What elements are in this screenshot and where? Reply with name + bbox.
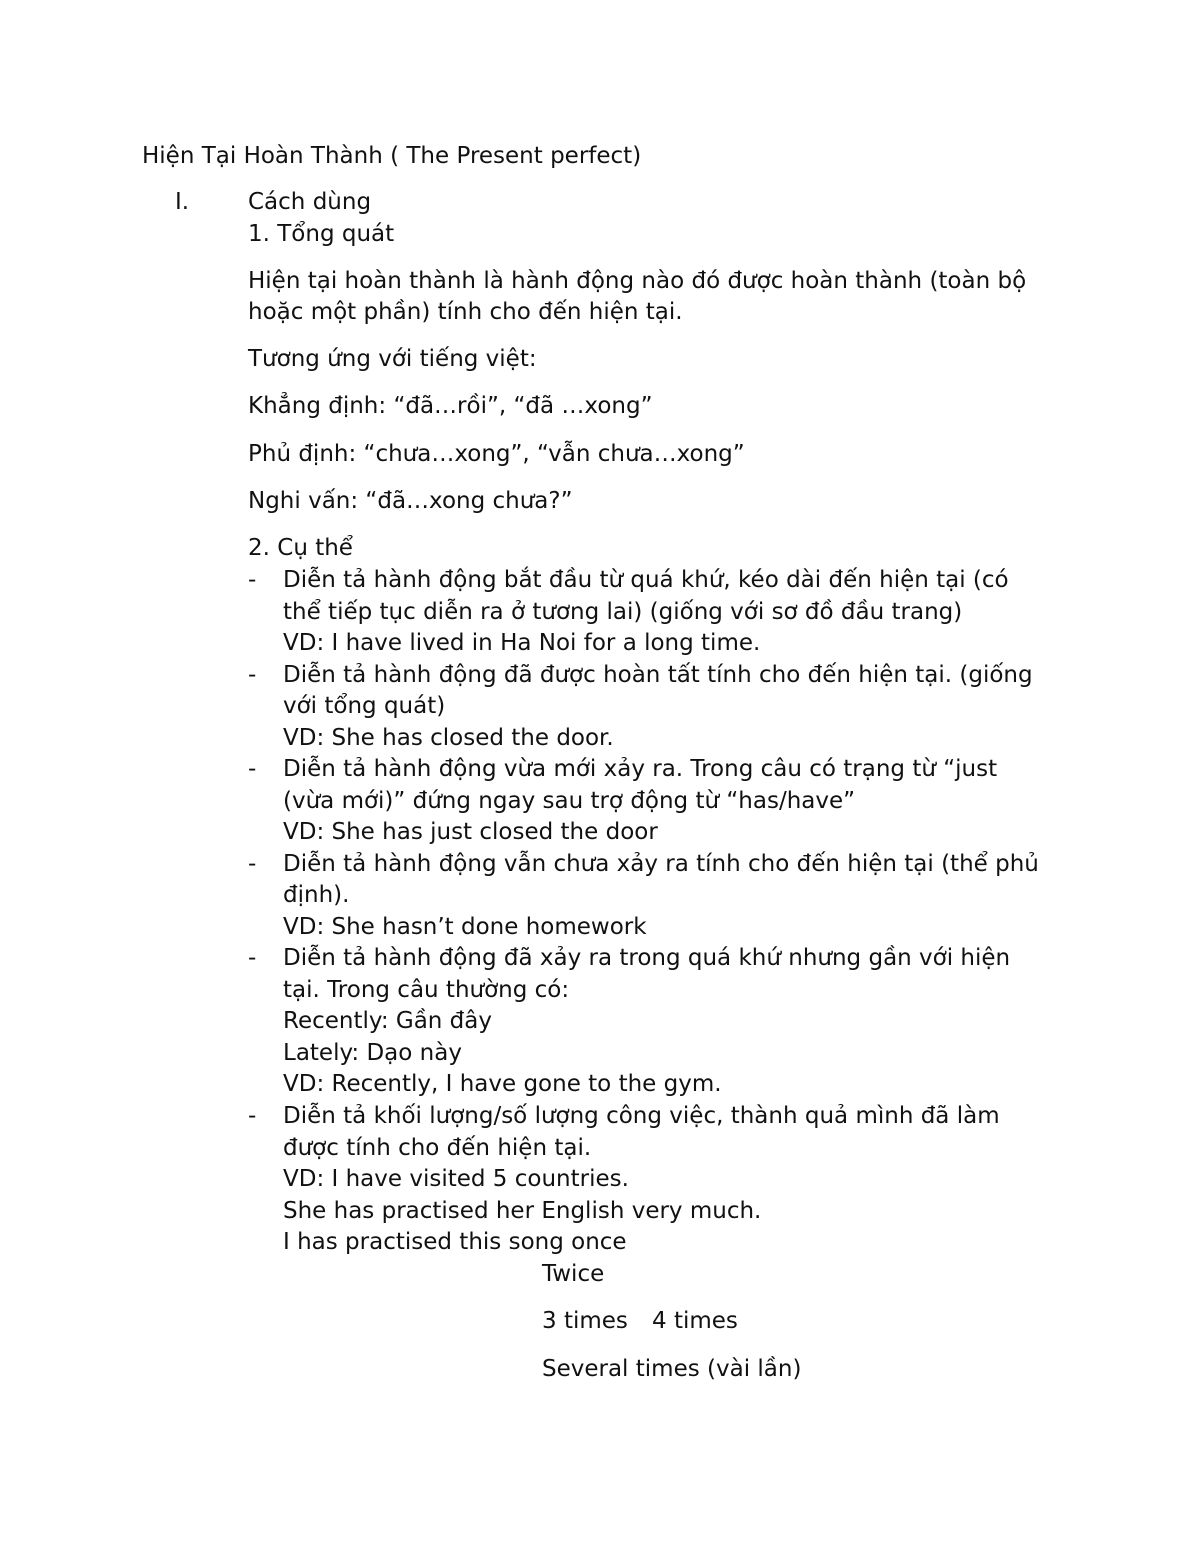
bullet-5-lately: Lately: Dạo này bbox=[283, 1040, 462, 1066]
bullet-6-example-3: I has practised this song once bbox=[283, 1229, 627, 1255]
bullet-1-line-2: thể tiếp tục diễn ra ở tương lai) (giống với sơ đồ đầu trang) bbox=[283, 599, 963, 625]
section-numeral: I. bbox=[175, 189, 190, 215]
frequency-3-times: 3 times bbox=[542, 1308, 628, 1334]
bullet-3-example: VD: She has just closed the door bbox=[283, 819, 658, 845]
bullet-marker: - bbox=[248, 1103, 257, 1129]
bullet-5-example: VD: Recently, I have gone to the gym. bbox=[283, 1071, 722, 1097]
bullet-5-line-2: tại. Trong câu thường có: bbox=[283, 977, 570, 1003]
bullet-6-line-2: được tính cho đến hiện tại. bbox=[283, 1135, 592, 1161]
bullet-2-line-1: Diễn tả hành động đã được hoàn tất tính cho đến hiện tại. (giống bbox=[283, 662, 1033, 688]
bullet-marker: - bbox=[248, 851, 257, 877]
subsection-1-label: 1. Tổng quát bbox=[248, 221, 395, 247]
vietnamese-correspondence: Tương ứng với tiếng việt: bbox=[248, 346, 537, 372]
bullet-4-line-1: Diễn tả hành động vẫn chưa xảy ra tính cho đến hiện tại (thể phủ bbox=[283, 851, 1039, 877]
bullet-4-line-2: định). bbox=[283, 882, 350, 908]
bullet-1-line-1: Diễn tả hành động bắt đầu từ quá khứ, kéo dài đến hiện tại (có bbox=[283, 567, 1009, 593]
affirmative-form: Khẳng định: “đã…rồi”, “đã …xong” bbox=[248, 393, 653, 419]
bullet-3-line-2: (vừa mới)” đứng ngay sau trợ động từ “has/have” bbox=[283, 788, 856, 814]
bullet-6-example-1: VD: I have visited 5 countries. bbox=[283, 1166, 629, 1192]
frequency-4-times: 4 times bbox=[652, 1308, 738, 1334]
bullet-5-recently: Recently: Gần đây bbox=[283, 1008, 492, 1034]
bullet-4-example: VD: She hasn’t done homework bbox=[283, 914, 647, 940]
definition-line-1: Hiện tại hoàn thành là hành động nào đó được hoàn thành (toàn bộ bbox=[248, 268, 1027, 294]
subsection-2-label: 2. Cụ thể bbox=[248, 535, 353, 561]
frequency-twice: Twice bbox=[542, 1261, 605, 1287]
bullet-6-line-1: Diễn tả khối lượng/số lượng công việc, thành quả mình đã làm bbox=[283, 1103, 1000, 1129]
negative-form: Phủ định: “chưa…xong”, “vẫn chưa…xong” bbox=[248, 441, 745, 467]
bullet-3-line-1: Diễn tả hành động vừa mới xảy ra. Trong câu có trạng từ “just bbox=[283, 756, 998, 782]
bullet-2-example: VD: She has closed the door. bbox=[283, 725, 614, 751]
bullet-marker: - bbox=[248, 662, 257, 688]
bullet-5-line-1: Diễn tả hành động đã xảy ra trong quá khứ nhưng gần với hiện bbox=[283, 945, 1011, 971]
frequency-several-times: Several times (vài lần) bbox=[542, 1356, 802, 1382]
bullet-2-line-2: với tổng quát) bbox=[283, 693, 446, 719]
question-form: Nghi vấn: “đã…xong chưa?” bbox=[248, 488, 573, 514]
definition-line-2: hoặc một phần) tính cho đến hiện tại. bbox=[248, 299, 683, 325]
bullet-1-example: VD: I have lived in Ha Noi for a long time. bbox=[283, 630, 761, 656]
section-heading: Cách dùng bbox=[248, 189, 372, 215]
bullet-6-example-2: She has practised her English very much. bbox=[283, 1198, 762, 1224]
page-title: Hiện Tại Hoàn Thành ( The Present perfect) bbox=[142, 143, 642, 169]
bullet-marker: - bbox=[248, 945, 257, 971]
bullet-marker: - bbox=[248, 756, 257, 782]
bullet-marker: - bbox=[248, 567, 257, 593]
